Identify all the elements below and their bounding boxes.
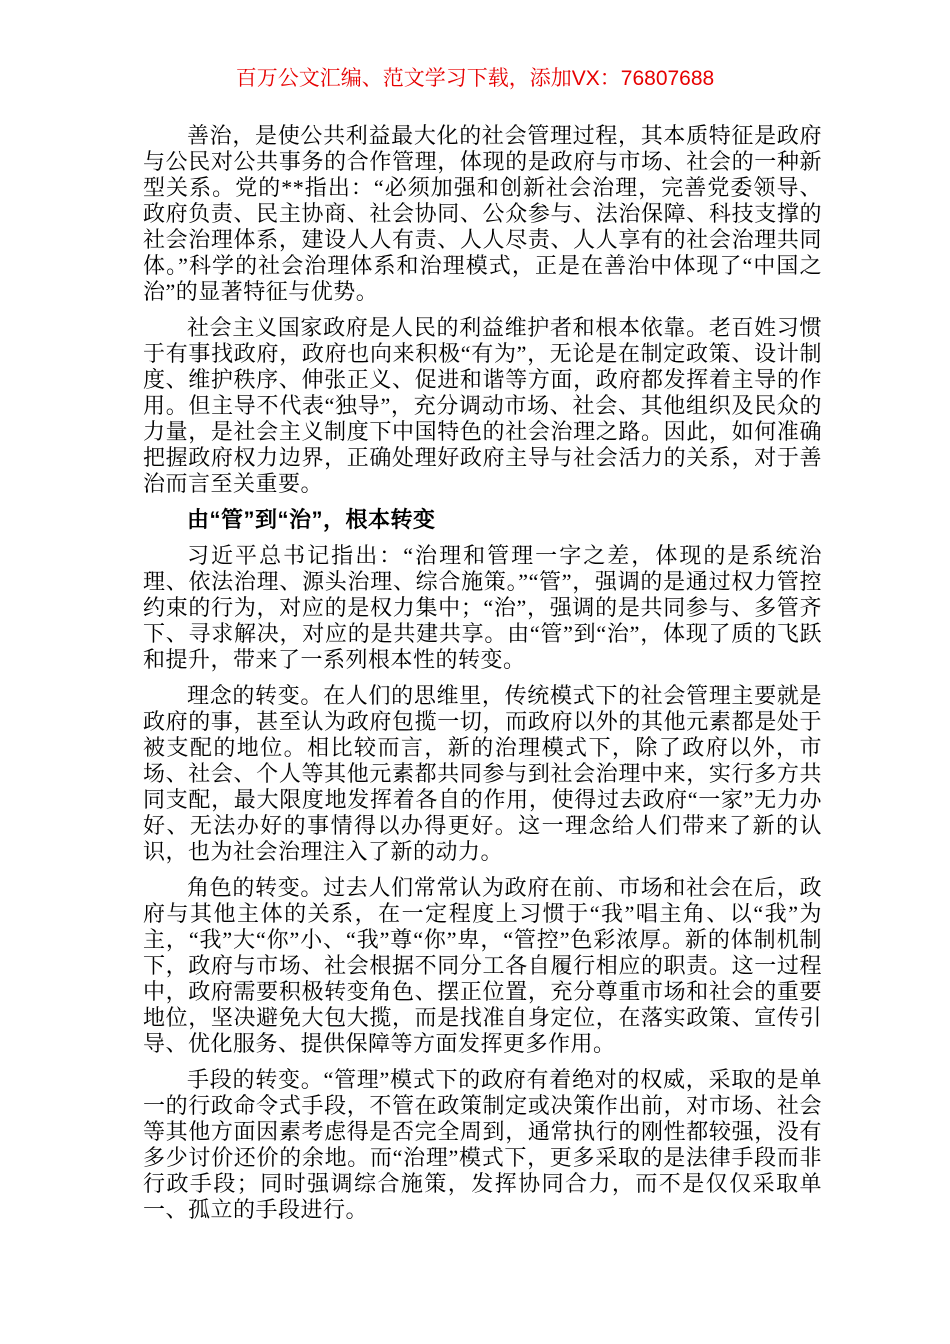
paragraph-concept-change: 理念的转变。在人们的思维里，传统模式下的社会管理主要就是政府的事，甚至认为政府包揽一切，而政府以外的其他元素都是处于被支配的地位。相比较而言，新的治理模式下，除了政府以外，市场、社会、个人等其他元素都共同参与到社会治理中来，实行多方共同支配，最大限度地发挥着各自的作用，使得过去政府“一家”无力办好、无法办好的事情得以办得更好。这一理念给人们带来了新的认识，也为社会治理注入了新的动力。	[143, 683, 822, 864]
document-body	[143, 123, 822, 1223]
paragraph-quote-governance: 习近平总书记指出：“治理和管理一字之差，体现的是系统治理、依法治理、源头治理、综合施策。”“管”，强调的是通过权力管控约束的行为，对应的是权力集中；“治”，强调的是共同参与、多管齐下、寻求解决，对应的是共建共享。由“管”到“治”，体现了质的飞跃和提升，带来了一系列根本性的转变。	[143, 543, 822, 672]
paragraph-shanzhi-intro: 善治，是使公共利益最大化的社会管理过程，其本质特征是政府与公民对公共事务的合作管理，体现的是政府与市场、社会的一种新型关系。党的**指出：“必须加强和创新社会治理，完善党委领导、政府负责、民主协商、社会协同、公众参与、法治保障、科技支撑的社会治理体系，建设人人有责、人人尽责、人人享有的社会治理共同体。”科学的社会治理体系和治理模式，正是在善治中体现了“中国之治”的显著特征与优势。	[143, 123, 822, 304]
watermark-banner: 百万公文汇编、范文学习下载，添加VX：76807688	[235, 67, 715, 90]
section-heading-guan-to-zhi: 由“管”到“治”，根本转变	[187, 507, 436, 532]
paragraph-role-change: 角色的转变。过去人们常常认为政府在前、市场和社会在后，政府与其他主体的关系，在一定程度上习惯于“我”唱主角、以“我”为主，“我”大“你”小、“我”尊“你”卑，“管控”色彩浓厚。新的体制机制下，政府与市场、社会根据不同分工各自履行相应的职责。这一过程中，政府需要积极转变角色、摆正位置，充分尊重市场和社会的重要地位，坚决避免大包大揽，而是找准自身定位，在落实政策、宣传引导、优化服务、提供保障等方面发挥更多作用。	[143, 875, 822, 1056]
paragraph-method-change: 手段的转变。“管理”模式下的政府有着绝对的权威，采取的是单一的行政命令式手段，不管在政策制定或决策作出前，对市场、社会等其他方面因素考虑得是否完全周到，通常执行的刚性都较强，没有多少讨价还价的余地。而“治理”模式下，更多采取的是法律手段而非行政手段；同时强调综合施策，发挥协同合力，而不是仅仅采取单一、孤立的手段进行。	[143, 1067, 822, 1222]
paragraph-government-role-intro: 社会主义国家政府是人民的利益维护者和根本依靠。老百姓习惯于有事找政府，政府也向来积极“有为”，无论是在制定政策、设计制度、维护秩序、伸张正义、促进和谐等方面，政府都发挥着主导的作用。但主导不代表“独导”，充分调动市场、社会、其他组织及民众的力量，是社会主义制度下中国特色的社会治理之路。因此，如何准确把握政府权力边界，正确处理好政府主导与社会活力的关系，对于善治而言至关重要。	[143, 315, 822, 496]
